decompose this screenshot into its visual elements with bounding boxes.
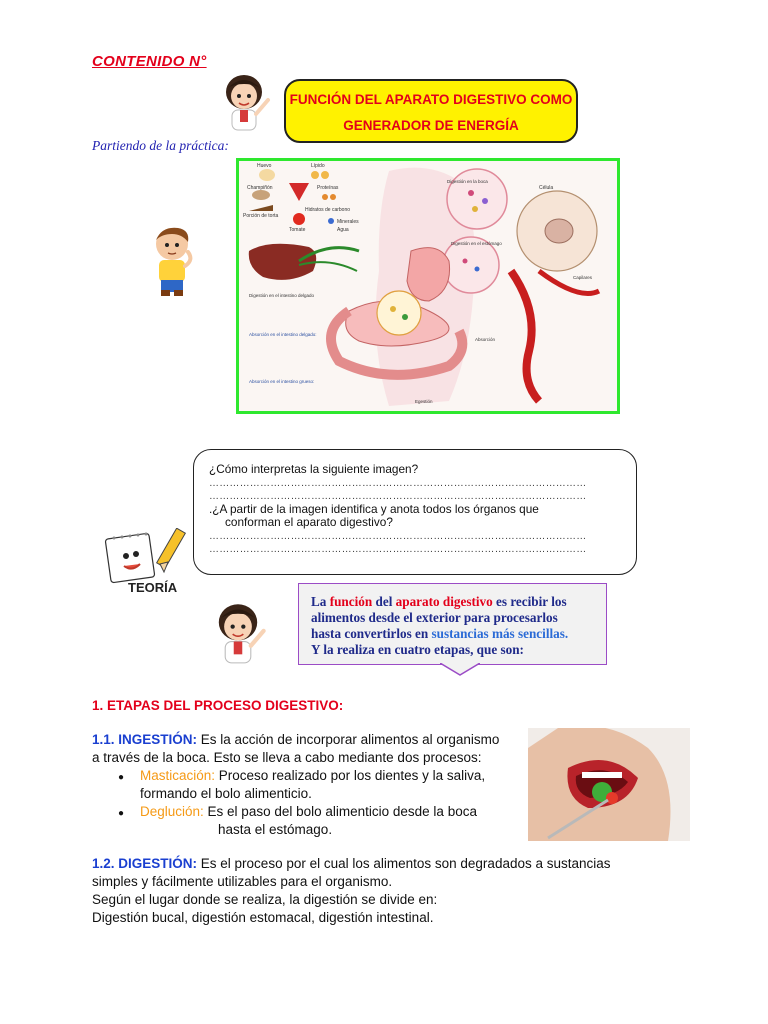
label-lipido: Lípido [311, 163, 325, 169]
label-minerales: Minerales [337, 219, 359, 225]
ingestion-title: 1.1. INGESTIÓN: [92, 732, 198, 747]
label-agua: Agua [337, 227, 349, 233]
questions-box [193, 449, 637, 575]
label-proteinas: Proteínas [317, 185, 339, 191]
answer-line-4[interactable]: ………………………………………………………………………………………………… [209, 543, 587, 555]
bullet-icon: ● [118, 808, 125, 819]
masticacion-title: Masticación: [140, 768, 216, 783]
digestive-system-diagram [236, 158, 620, 414]
label-capilares: Capilares [573, 275, 593, 280]
intro-text: Partiendo de la práctica: [92, 138, 229, 153]
label-celula: Célula [539, 185, 554, 191]
definition-callout [298, 583, 607, 665]
callout-text: La [311, 594, 330, 609]
label-champinon: Champiñón [247, 185, 273, 191]
question-1: ¿Cómo interpretas la siguiente imagen? [209, 462, 419, 476]
ingestion-text-2: a través de la boca. Esto se lleva a cabo mediante dos procesos: [92, 750, 482, 765]
digestion-title: 1.2. DIGESTIÓN: [92, 856, 198, 871]
label-intestino: Digestión en el intestino delgado [249, 293, 315, 298]
answer-line-1[interactable]: ………………………………………………………………………………………………… [209, 477, 587, 489]
callout-line-2: alimentos desde el exterior para procesarlos [311, 610, 558, 625]
callout-highlight-aparato: aparato digestivo [395, 594, 493, 609]
teacher-girl-illustration-2 [206, 598, 270, 668]
callout-pointer [440, 663, 480, 677]
title-line-1: FUNCIÓN DEL APARATO DIGESTIVO COMO [289, 92, 573, 107]
callout-line-4: Y la realiza en cuatro etapas, que son: [311, 642, 524, 657]
label-porcion: Porción de torta [243, 213, 279, 219]
deglucion-text-2: hasta el estómago. [218, 822, 333, 837]
answer-line-2[interactable]: ………………………………………………………………………………………………… [209, 490, 587, 502]
callout-text: del [372, 594, 396, 609]
masticacion-text-2: formando el bolo alimenticio. [140, 786, 312, 801]
deglucion-title: Deglución: [140, 804, 204, 819]
label-estomago: Digestión en el estómago [451, 241, 502, 246]
heart-shape-icon [289, 183, 309, 201]
teoria-label: TEORÍA [128, 580, 178, 595]
digestion-text-3: Según el lugar donde se realiza, la digestión se divide en: [92, 892, 438, 907]
lipid-icon [311, 171, 319, 179]
notebook-pencil-icon [104, 528, 194, 584]
contenido-heading: CONTENIDO N° [92, 53, 207, 70]
masticacion-text: Proceso realizado por los dientes y la saliva, [215, 768, 486, 783]
label-tomate: Tomate [289, 227, 306, 233]
teacher-girl-illustration [214, 70, 274, 134]
masticacion-item [140, 767, 520, 803]
label-absorcion-grueso: Absorción en el intestino grueso: [249, 379, 315, 384]
label-egestion: Egestión [415, 399, 433, 404]
ingestion-text: Es la acción de incorporar alimentos al organismo [197, 732, 500, 747]
answer-line-3[interactable]: ………………………………………………………………………………………………… [209, 530, 587, 542]
question-2-line-2: conforman el aparato digestivo? [225, 515, 393, 529]
ingestion-paragraph [92, 731, 532, 767]
label-huevo: Huevo [257, 163, 272, 169]
title-line-2: GENERADOR DE ENERGÍA [343, 118, 519, 133]
bullet-icon: ● [118, 772, 125, 783]
person-eating-photo [528, 728, 690, 841]
capillary-illustration [511, 271, 539, 401]
question-2-line-1: .¿A partir de la imagen identifica y anota todos los órganos que [209, 501, 539, 516]
title-box [284, 79, 578, 143]
label-absorcion-delgado: Absorción en el intestino delgado: [249, 332, 317, 337]
digestion-text-2: simples y fácilmente utilizables para el organismo. [92, 874, 393, 889]
section-heading: 1. ETAPAS DEL PROCESO DIGESTIVO: [92, 698, 344, 713]
boy-illustration [148, 226, 200, 300]
callout-text: es recibir los [492, 594, 567, 609]
deglucion-item [140, 803, 520, 839]
deglucion-text: Es el paso del bolo alimenticio desde la boca [203, 804, 477, 819]
digestion-paragraph [92, 855, 682, 927]
callout-highlight-sustancias: sustancias más sencillas. [431, 626, 569, 641]
label-absorcion: Absorción [475, 337, 496, 342]
digestion-text-4: Digestión bucal, digestión estomacal, digestión intestinal. [92, 910, 434, 925]
digestion-text-1: Es el proceso por el cual los alimentos son degradados a sustancias [197, 856, 611, 871]
mushroom-icon [252, 190, 270, 200]
liver-illustration [249, 244, 316, 280]
callout-text: hasta convertirlos en [311, 626, 432, 641]
callout-highlight-funcion: función [329, 594, 373, 609]
label-hidratos: Hidratos de carbono [305, 207, 351, 213]
cake-icon [249, 205, 273, 211]
egg-icon [259, 169, 275, 181]
label-boca: Digestión en la boca [447, 179, 488, 184]
tomato-icon [293, 213, 305, 225]
